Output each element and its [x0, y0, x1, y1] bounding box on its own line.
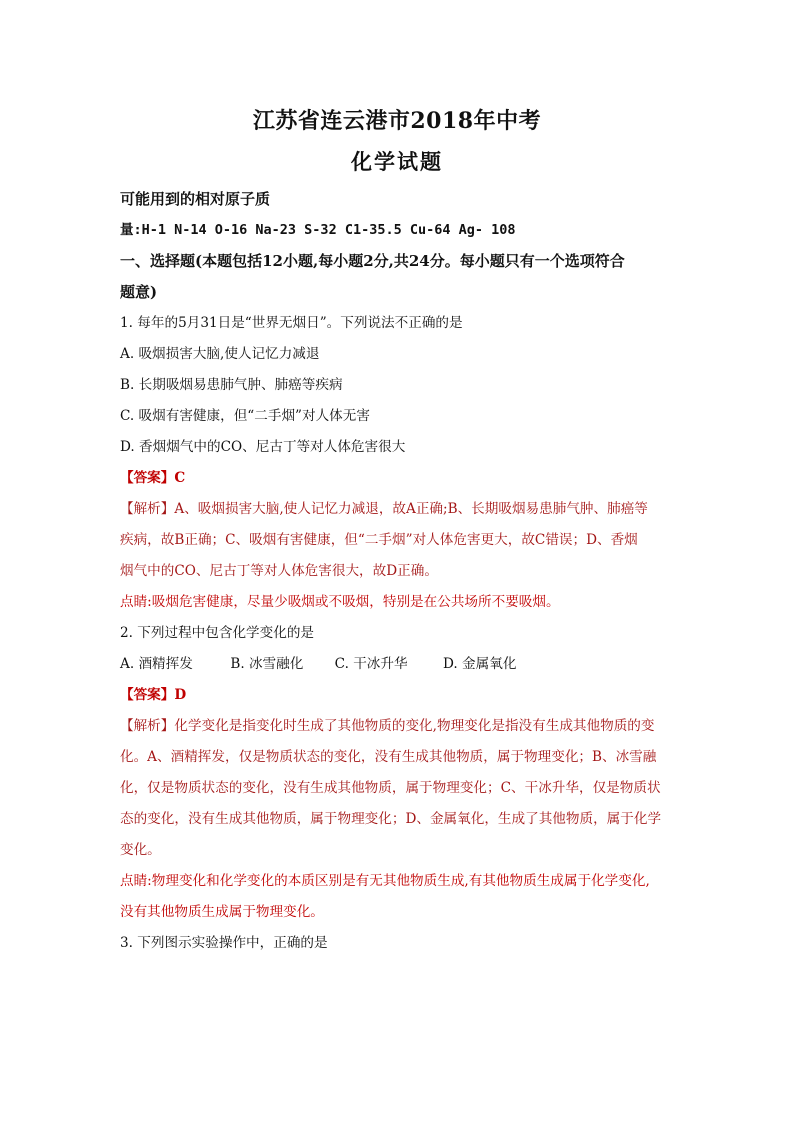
section-heading-cont: 题意): [120, 283, 158, 301]
question-2-stem: 2. 下列过程中包含化学变化的是: [120, 625, 315, 641]
question-2-analysis-line: 态的变化，没有生成其他物质，属于物理变化；D、金属氧化，生成了其他物质，属于化学: [120, 811, 662, 827]
question-2-option-d: D. 金属氧化: [442, 656, 517, 672]
question-2-options: [120, 649, 676, 680]
atomic-mass-values: 量:H-1 N-14 O-16 Na-23 S-32 C1-35.5 Cu-64 Ag- 108: [120, 222, 516, 238]
question-2-comment: 没有其他物质生成属于物理变化。: [120, 904, 324, 920]
question-2-analysis-line: 化。A、酒精挥发，仅是物质状态的变化，没有生成其他物质，属于物理变化；B、冰雪融: [120, 749, 657, 765]
question-1-comment: 点睛:吸烟危害健康，尽量少吸烟或不吸烟，特别是在公共场所不要吸烟。: [120, 594, 560, 610]
question-1-stem: 1. 每年的5月31日是“世界无烟日”。下列说法不正确的是: [120, 315, 463, 331]
question-1-option-b: B. 长期吸烟易患肺气肿、肺癌等疾病: [120, 377, 343, 393]
question-2-analysis-line: 化，仅是物质状态的变化，没有生成其他物质，属于物理变化；C、干冰升华，仅是物质状: [120, 780, 661, 796]
question-1-analysis-line: 【解析】A、吸烟损害大脑,使人记忆力减退，故A正确;B、长期吸烟易患肺气肿、肺癌等: [120, 501, 648, 517]
question-1-answer: 【答案】C: [120, 470, 186, 486]
question-2-option-a: A. 酒精挥发: [120, 656, 193, 672]
question-2-answer: 【答案】D: [120, 687, 187, 703]
page-subtitle: 化学试题: [351, 149, 443, 174]
atomic-mass-label: 可能用到的相对原子质: [120, 190, 271, 208]
question-2-option-c: C. 干冰升华: [334, 656, 408, 672]
question-1-option-d: D. 香烟烟气中的CO、尼古丁等对人体危害很大: [120, 439, 406, 455]
question-2-analysis-line: 【解析】化学变化是指变化时生成了其他物质的变化,物理变化是指没有生成其他物质的变: [120, 718, 655, 734]
question-2-comment: 点睛:物理变化和化学变化的本质区别是有无其他物质生成,有其他物质生成属于化学变化,: [120, 873, 650, 889]
question-2-analysis-line: 变化。: [120, 842, 161, 858]
question-1-analysis-line: 烟气中的CO、尼古丁等对人体危害很大，故D正确。: [120, 563, 438, 579]
question-1-option-c: C. 吸烟有害健康，但“二手烟”对人体无害: [120, 408, 370, 424]
question-1-option-a: A. 吸烟损害大脑,使人记忆力减退: [120, 346, 320, 362]
page-title: 江苏省连云港市2018年中考: [252, 108, 542, 134]
question-3-stem: 3. 下列图示实验操作中，正确的是: [120, 935, 328, 951]
question-2-option-b: B. 冰雪融化: [230, 656, 304, 672]
section-heading: 一、选择题(本题包括12小题,每小题2分,共24分。每小题只有一个选项符合: [120, 252, 625, 270]
document-body: [120, 184, 676, 959]
question-1-analysis-line: 疾病，故B正确；C、吸烟有害健康，但“二手烟”对人体危害更大，故C错误；D、香烟: [120, 532, 638, 548]
